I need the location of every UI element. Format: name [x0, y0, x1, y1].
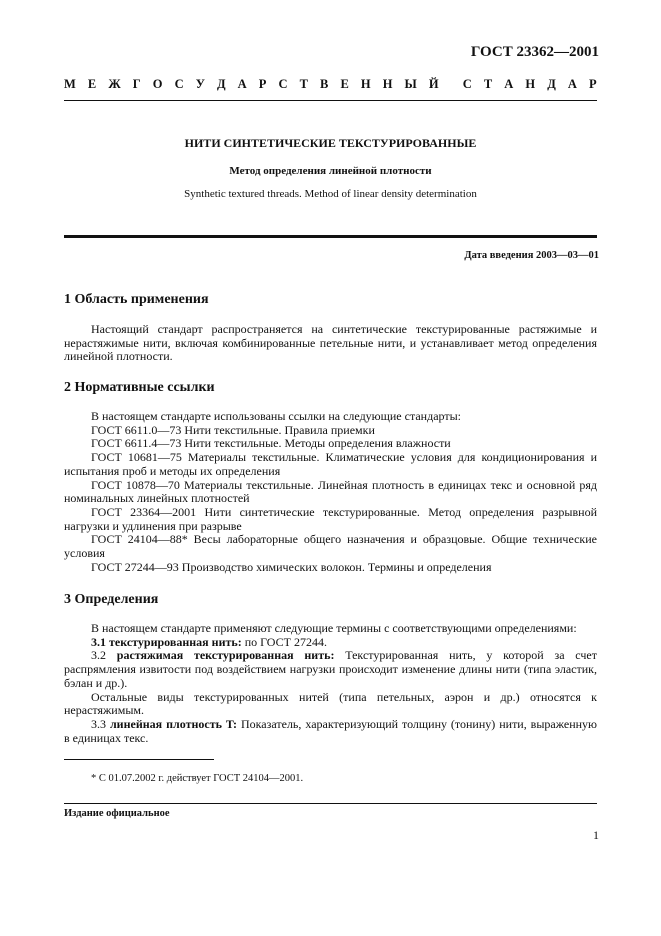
- section-1-heading: 1 Область применения: [64, 292, 209, 307]
- reference-item: ГОСТ 10878—70 Материалы текстильные. Линейная плотность в единицах текс и основной ряд номинальных линейных плотностей: [64, 477, 597, 506]
- definition-3-2: [64, 649, 597, 690]
- heading-letter: А: [567, 77, 577, 91]
- heading-letter: Ж: [108, 77, 121, 91]
- definition-text: Текстурированная нить, у которой за счет распрямления извитости под воздействием нагрузки происходит изменение длины нити (типа эластик, бэлан и др.).: [64, 648, 598, 690]
- paragraph: Остальные виды текстурированных нитей (типа петельных, аэрон и др.) относятся к нерастяжимым.: [64, 689, 597, 718]
- document-subtitle: Метод определения линейной плотности: [229, 165, 432, 177]
- section-2-body: [64, 410, 597, 574]
- heading-letter: Е: [340, 77, 349, 91]
- heading-letter: Н: [382, 77, 393, 91]
- heading-letter: Н: [360, 77, 371, 91]
- section-2-heading: 2 Нормативные ссылки: [64, 380, 215, 395]
- footnote: * С 01.07.2002 г. действует ГОСТ 24104—2001.: [91, 773, 304, 784]
- definition-term: линейная плотность T:: [109, 716, 238, 731]
- gost-number: ГОСТ 23362—2001: [470, 44, 599, 60]
- document-title: НИТИ СИНТЕТИЧЕСКИЕ ТЕКСТУРИРОВАННЫЕ: [184, 136, 477, 150]
- header-rule: [64, 100, 597, 101]
- section-1-body: [64, 323, 597, 364]
- heading-letter: Р: [589, 77, 597, 91]
- title-rule: [64, 235, 597, 238]
- definition-3-1: [64, 636, 597, 650]
- definition-number: 3.3: [91, 716, 106, 731]
- heading-letter: В: [320, 77, 329, 91]
- heading-letter: С: [462, 77, 472, 91]
- official-edition-label: Издание официальное: [64, 808, 170, 819]
- footnote-rule: [64, 759, 214, 760]
- definition-term: текстурированная нить:: [109, 634, 242, 649]
- heading-letter: Д: [547, 77, 556, 91]
- heading-letter: А: [237, 77, 247, 91]
- heading-letter: Р: [258, 77, 267, 91]
- section-3-body: [64, 622, 597, 745]
- definition-number: 3.2: [91, 648, 106, 663]
- intro-date: Дата введения 2003—03—01: [464, 250, 599, 261]
- heading-letter: Н: [525, 77, 536, 91]
- heading-letter: Ы: [404, 77, 417, 91]
- reference-item: ГОСТ 23364—2001 Нити синтетические текстурированные. Метод определения разрывной нагрузки и удлинения при разрыве: [64, 504, 597, 533]
- heading-letter: Д: [216, 77, 226, 91]
- reference-item: ГОСТ 6611.4—73 Нити текстильные. Методы определения влажности: [91, 436, 451, 451]
- interstate-standard-heading: [64, 77, 597, 92]
- heading-letter: С: [174, 77, 184, 91]
- heading-letter: О: [152, 77, 163, 91]
- definition-text: по ГОСТ 27244.: [241, 634, 327, 649]
- heading-letter: Т: [483, 77, 493, 91]
- reference-item: ГОСТ 6611.0—73 Нити текстильные. Правила приемки: [91, 422, 375, 437]
- heading-letter-gap: Й: [428, 77, 439, 91]
- reference-item: ГОСТ 27244—93 Производство химических волокон. Термины и определения: [91, 559, 492, 574]
- reference-item: ГОСТ 10681—75 Материалы текстильные. Климатические условия для кондиционирования и испытания проб и методы их определения: [64, 450, 597, 478]
- definition-number: 3.1: [91, 634, 106, 649]
- page-number: 1: [593, 828, 599, 842]
- paragraph: В настоящем стандарте применяют следующие термины с соответствующими определениями:: [91, 621, 577, 635]
- definition-3-3: [64, 718, 597, 745]
- definition-term: растяжимая текстурированная нить:: [116, 648, 335, 663]
- heading-letter: С: [278, 77, 288, 91]
- english-title: Synthetic textured threads. Method of linear density determination: [184, 188, 477, 200]
- definition-text: Показатель, характеризующий толщину (тонину) нити, выраженную в единицах текс.: [64, 716, 597, 745]
- heading-letter: Е: [87, 77, 97, 91]
- reference-item: ГОСТ 24104—88* Весы лабораторные общего назначения и образцовые. Общие технические условия: [64, 532, 597, 561]
- section-3-heading: 3 Определения: [64, 592, 159, 607]
- heading-letter: Г: [132, 77, 141, 91]
- official-edition-rule: [64, 803, 597, 804]
- heading-letter: Т: [299, 77, 308, 91]
- heading-letter: У: [195, 77, 205, 91]
- heading-letter: М: [64, 77, 76, 91]
- heading-letter: А: [504, 77, 514, 91]
- paragraph: Настоящий стандарт распространяется на синтетические текстурированные растяжимые и нерастяжимые нити, включая комбинированные петельные нити, и устанавливает метод определения линейной плотности.: [64, 322, 597, 364]
- paragraph: В настоящем стандарте использованы ссылки на следующие стандарты:: [91, 409, 462, 423]
